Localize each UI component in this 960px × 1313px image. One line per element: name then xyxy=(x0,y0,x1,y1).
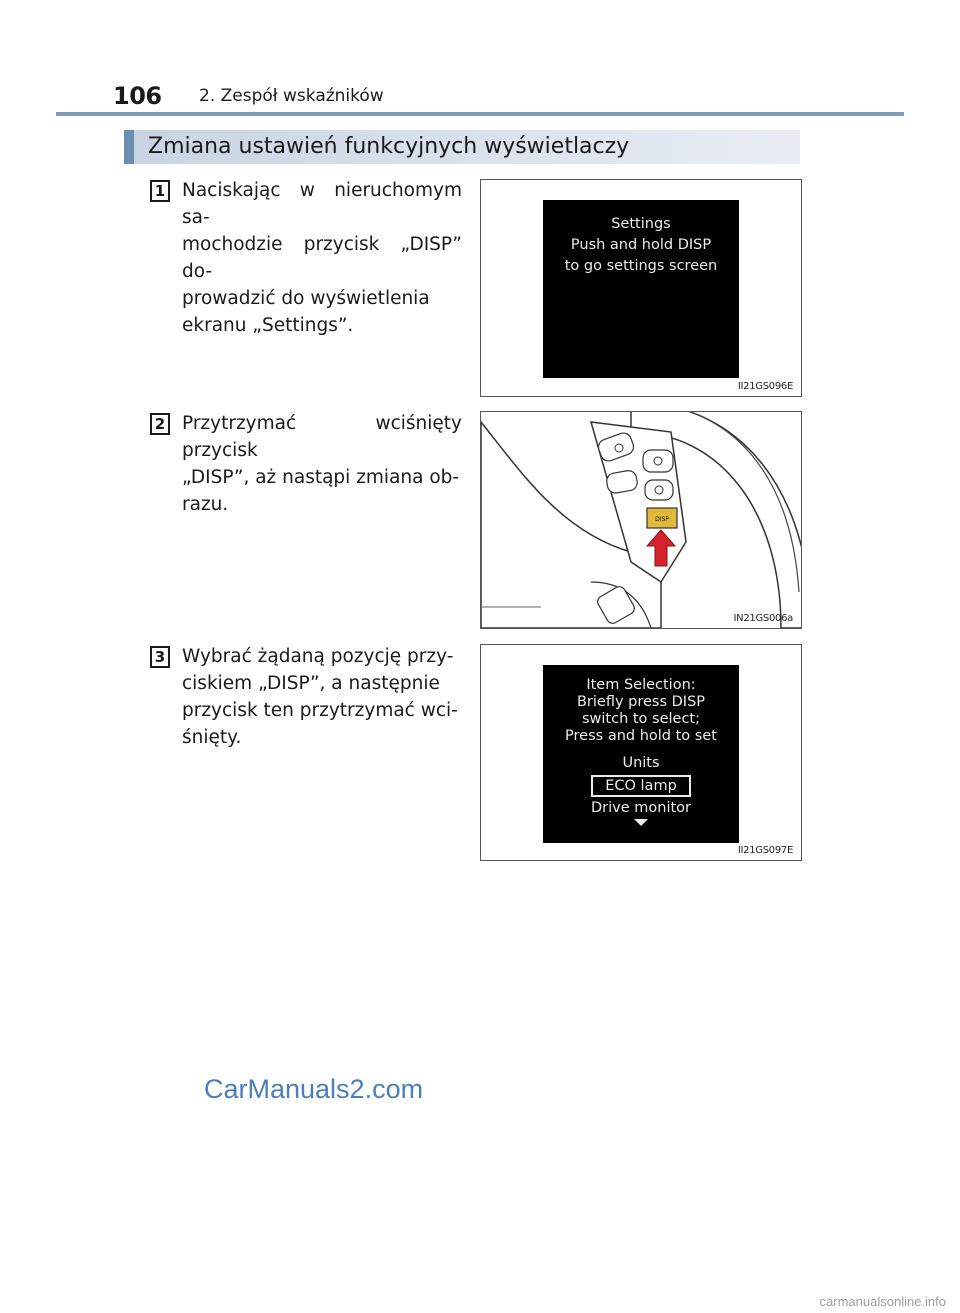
screen-line: to go settings screen xyxy=(564,258,718,274)
step-2-badge: 2 xyxy=(150,413,170,435)
figure-settings-screen xyxy=(480,179,802,397)
figure-code: II21GS096E xyxy=(737,381,793,392)
chapter-title: 2. Zespół wskaźników xyxy=(199,86,384,106)
footer-watermark: carmanualsonline.info xyxy=(819,1294,946,1309)
selected-item-box: ECO lamp xyxy=(591,775,691,797)
screen-line: Push and hold DISP xyxy=(570,237,712,253)
screen-line: Drive monitor xyxy=(591,800,691,816)
page-number: 106 xyxy=(113,82,162,110)
watermark-logo: CarManuals2.com xyxy=(204,1074,424,1104)
scroll-down-icon xyxy=(634,819,648,826)
step-1-text: Naciskając w nieruchomym sa- mochodzie przycisk „DISP” do- prowadzić do wyświetlenia ekranu „Settings”. xyxy=(182,180,462,336)
screen-line: switch to select; xyxy=(581,711,701,727)
header-rule xyxy=(56,112,904,116)
section-title: Zmiana ustawień funkcyjnych wyświetlaczy xyxy=(148,134,630,159)
section-heading-bar xyxy=(124,130,800,164)
steering-wheel-illustration xyxy=(481,412,801,628)
figure-item-selection-screen xyxy=(480,644,802,861)
step-3-badge: 3 xyxy=(150,646,170,668)
step-2-text: Przytrzymać wciśnięty przycisk „DISP”, aż nastąpi zmiana ob- razu. xyxy=(182,413,462,515)
figure-steering-wheel xyxy=(480,411,802,629)
disp-button-label: DISP xyxy=(655,516,669,523)
figure-code: II21GS097E xyxy=(737,845,793,856)
screen-line: Settings xyxy=(611,216,671,232)
display-screen xyxy=(543,665,739,843)
screen-line: Units xyxy=(622,755,660,771)
screen-line: Item Selection: xyxy=(586,677,696,693)
step-3-text: Wybrać żądaną pozycję przy- ciskiem „DISP”, a następnie przycisk ten przytrzymać wci- śnięty. xyxy=(182,646,458,748)
display-screen xyxy=(543,200,739,378)
step-1-badge: 1 xyxy=(150,180,170,202)
screen-line: Press and hold to set xyxy=(565,728,717,744)
screen-line: Briefly press DISP xyxy=(576,694,706,710)
figure-code: IN21GS006a xyxy=(733,613,793,624)
